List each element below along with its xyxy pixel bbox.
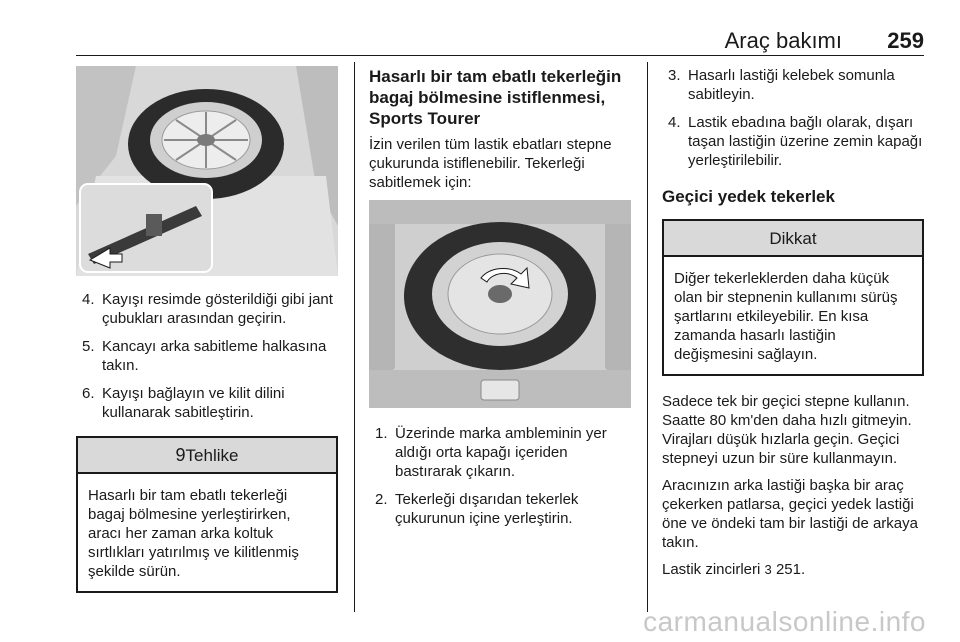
header-rule xyxy=(76,55,924,56)
page-number: 259 xyxy=(887,28,924,53)
list-item xyxy=(76,384,338,422)
trunk-spare-wheel-strap-illustration xyxy=(76,66,338,276)
page-reference-icon: 3 xyxy=(764,562,772,577)
trunk-wheel-image xyxy=(76,66,338,276)
step-number: 2. xyxy=(375,491,388,508)
column-divider-2 xyxy=(647,62,648,612)
step-number: 4. xyxy=(668,114,681,131)
list-item xyxy=(369,490,631,528)
step-number: 3. xyxy=(668,67,681,84)
cross-reference-page: 251. xyxy=(775,561,806,578)
column-1 xyxy=(76,66,338,605)
step-text: Kayışı resimde gösterildiği gibi jant çubukları arasından geçirin. xyxy=(102,291,333,327)
cross-reference xyxy=(662,560,924,579)
danger-box-header xyxy=(78,438,336,474)
step-list-4-6 xyxy=(76,290,338,422)
step-number: 6. xyxy=(82,385,95,402)
section-heading-sports-tourer: Hasarlı bir tam ebatlı tekerleğin bagaj bölmesine istiflenmesi, Sports Tourer xyxy=(369,67,622,128)
notice-box-body: Diğer tekerleklerden daha küçük olan bir stepnenin kullanımı sürüş şartlarını etkileyebilir. En kısa zamanda hasarlı lastiğin değişmesini sağlayın. xyxy=(674,270,898,363)
danger-box xyxy=(76,436,338,593)
step-number: 1. xyxy=(375,425,388,442)
step-text: Üzerinde marka ambleminin yer aldığı orta kapağı içeriden bastırarak çıkarın. xyxy=(395,425,607,480)
column-divider-1 xyxy=(354,62,355,612)
running-header-title: Araç bakımı xyxy=(724,28,842,53)
danger-box-title: Tehlike xyxy=(185,446,239,465)
wheel-well-image xyxy=(369,200,631,408)
watermark: carmanualsonline.info xyxy=(643,606,926,637)
column-3 xyxy=(662,66,924,587)
spare-wheel-well-illustration xyxy=(369,200,631,408)
list-item xyxy=(369,424,631,481)
section-heading-temporary-spare: Geçici yedek tekerlek xyxy=(662,187,835,206)
list-item xyxy=(76,337,338,375)
warning-triangle-icon: 9 xyxy=(175,445,186,465)
list-item xyxy=(662,66,924,104)
paragraph: Aracınızın arka lastiği başka bir araç çekerken patlarsa, geçici yedek lastiği öne ve öndeki tam bir lastiği de arkaya takın. xyxy=(662,477,918,551)
column-2 xyxy=(369,66,631,537)
step-text: Kancayı arka sabitleme halkasına takın. xyxy=(102,338,327,374)
step-number: 5. xyxy=(82,338,95,355)
step-number: 4. xyxy=(82,291,95,308)
list-item xyxy=(662,113,924,170)
cross-reference-text: Lastik zincirleri xyxy=(662,561,761,578)
notice-box-title: Dikkat xyxy=(664,221,922,257)
step-text: Tekerleği dışarıdan tekerlek çukurunun içine yerleştirin. xyxy=(395,491,579,527)
notice-box xyxy=(662,219,924,376)
step-text: Hasarlı lastiği kelebek somunla sabitleyin. xyxy=(688,67,895,103)
step-list-3-4 xyxy=(662,66,924,170)
intro-paragraph: İzin verilen tüm lastik ebatları stepne çukurunda istiflenebilir. Tekerleği sabitlemek için: xyxy=(369,136,612,191)
step-text: Lastik ebadına bağlı olarak, dışarı taşan lastiğin üzerine zemin kapağı yerleştirilebilir. xyxy=(688,114,923,169)
danger-box-body: Hasarlı bir tam ebatlı tekerleği bagaj bölmesine yerleştirirken, aracı her zaman arka koltuk sırtlıkları yatırılmış ve kilitlenmiş şekilde sürün. xyxy=(88,487,299,580)
step-list-1-2 xyxy=(369,424,631,528)
list-item xyxy=(76,290,338,328)
paragraph: Sadece tek bir geçici stepne kullanın. Saatte 80 km'den daha hızlı gitmeyin. Virajları düşük hızlarla geçin. Geçici stepneyi uzun bir süre kullanmayın. xyxy=(662,393,912,467)
step-text: Kayışı bağlayın ve kilit dilini kullanarak sabitleştirin. xyxy=(102,385,285,421)
